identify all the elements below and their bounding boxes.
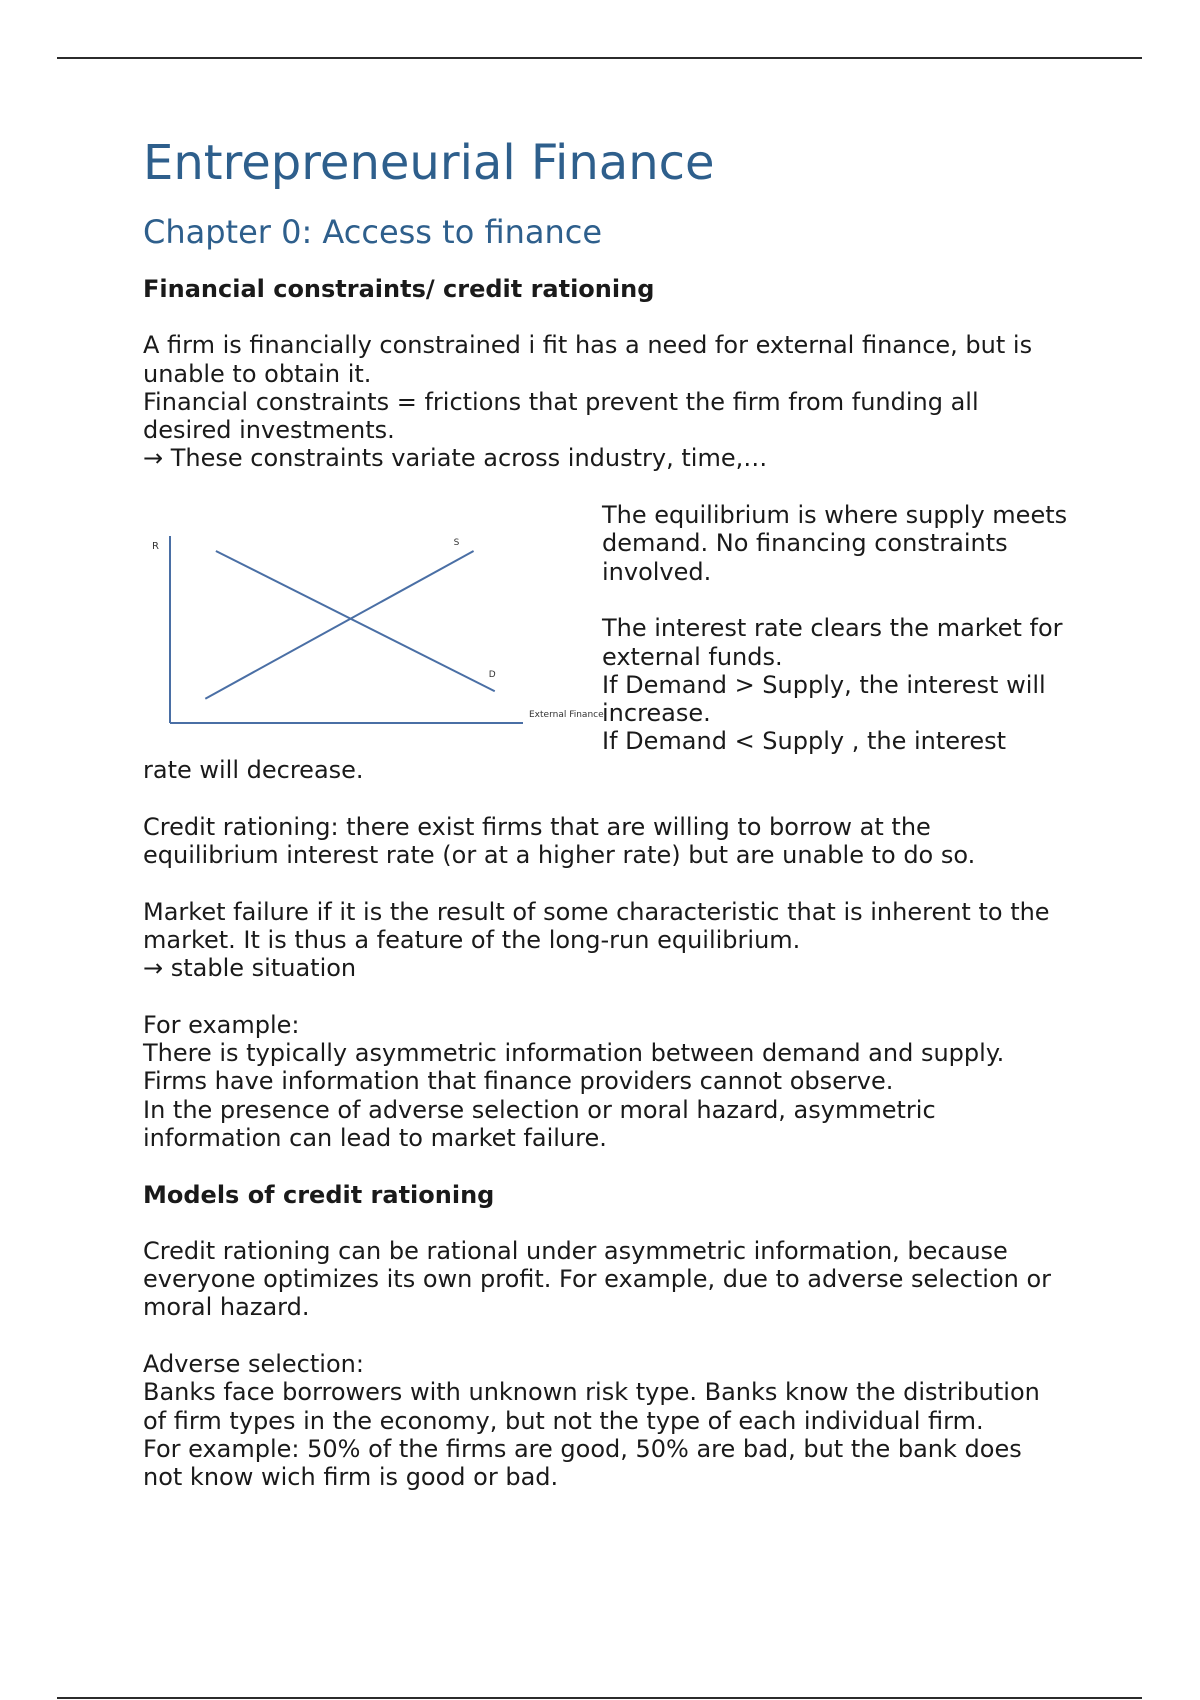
top-rule xyxy=(57,57,1142,59)
text-line: For example: 50% of the firms are good, 50% are bad, but the bank does not know wich firm is good or bad. xyxy=(143,1434,1022,1492)
text-line: Adverse selection: xyxy=(143,1350,364,1378)
text-line: A firm is financially constrained i fit has a need for external finance, but is unable to obtain it. xyxy=(143,331,1033,388)
figure-block xyxy=(143,501,1068,756)
text-line: Market failure if it is the result of some characteristic that is inherent to the market. It is thus a feature of the long-run equilibrium. xyxy=(143,897,1050,954)
paragraph-interest-rate xyxy=(602,614,1072,755)
x-axis-label: External Finance xyxy=(529,710,604,721)
bottom-rule xyxy=(57,1697,1142,1699)
text-line: There is typically asymmetric information between demand and supply. xyxy=(143,1039,1005,1068)
text-line: The interest rate clears the market for external funds. xyxy=(602,614,1063,671)
text-line: Banks face borrowers with unknown risk type. Banks know the distribution of firm types in the economy, but not the type of each individual firm. xyxy=(143,1378,1040,1435)
series-line-s xyxy=(205,551,473,699)
series-label-d: D xyxy=(488,670,496,681)
paragraph-adverse-selection xyxy=(143,1350,1068,1491)
paragraph-financial-constraints xyxy=(143,331,1068,472)
text-line: If Demand < Supply , the interest xyxy=(602,727,1007,756)
paragraph-market-failure xyxy=(143,898,1068,983)
text-line: If Demand > Supply, the interest will increase. xyxy=(602,670,1046,728)
supply-demand-chart xyxy=(143,509,604,759)
section-heading-financial-constraints: Financial constraints/ credit rationing xyxy=(143,274,655,303)
text-line: → stable situation xyxy=(143,954,357,983)
document-title: Entrepreneurial Finance xyxy=(143,135,715,191)
text-line: Financial constraints = frictions that prevent the firm from funding all desired investments. xyxy=(143,387,979,445)
paragraph-continuation: rate will decrease. xyxy=(143,756,364,785)
chapter-heading: Chapter 0: Access to finance xyxy=(143,212,603,251)
document-body xyxy=(143,135,1068,1520)
text-line: Firms have information that finance providers cannot observe. xyxy=(143,1067,894,1096)
section-heading-models: Models of credit rationing xyxy=(143,1180,495,1209)
text-line: → These constraints variate across industry, time,… xyxy=(143,444,768,473)
figure-side-text xyxy=(602,501,1072,756)
paragraph-example xyxy=(143,1011,1068,1152)
text-line: In the presence of adverse selection or moral hazard, asymmetric information can lead to market failure. xyxy=(143,1095,936,1152)
paragraph-models: Credit rationing can be rational under asymmetric information, because everyone optimizes its own profit. For example, due to adverse selection or moral hazard. xyxy=(143,1236,1052,1322)
series-layer xyxy=(205,538,495,699)
y-axis-label: R xyxy=(152,541,159,553)
series-label-s: S xyxy=(453,538,460,549)
paragraph-equilibrium: The equilibrium is where supply meets demand. No financing constraints involved. xyxy=(602,501,1068,586)
text-line: For example: xyxy=(143,1010,300,1039)
paragraph-credit-rationing: Credit rationing: there exist firms that are willing to borrow at the equilibrium interest rate (or at a higher rate) but are unable to do so. xyxy=(143,812,976,869)
